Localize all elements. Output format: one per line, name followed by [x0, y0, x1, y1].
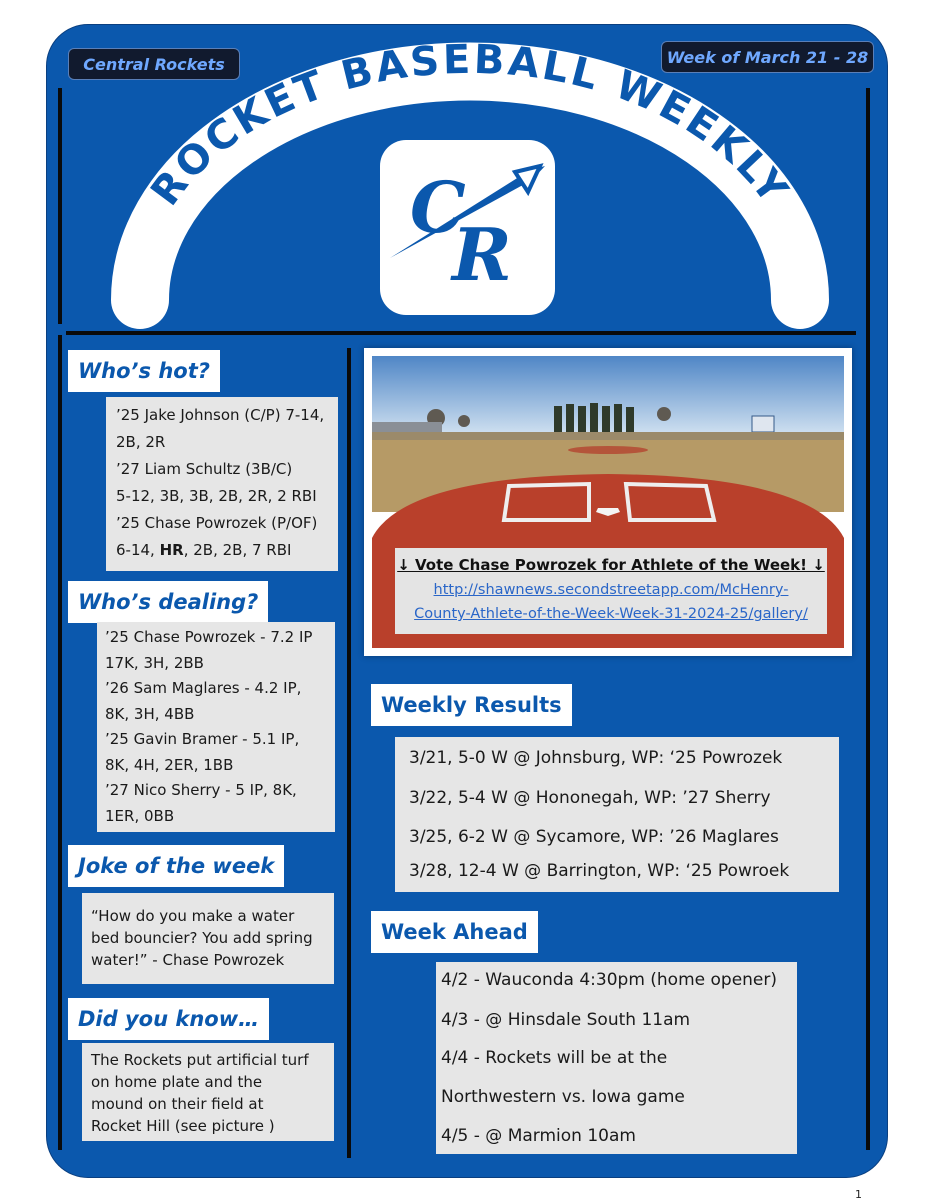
whos-hot-line: ’27 Liam Schultz (3B/C): [116, 460, 293, 478]
whos-hot-line: ’25 Chase Powrozek (P/OF): [116, 514, 318, 532]
joke-heading: Joke of the week: [68, 845, 284, 887]
joke-line: water!” - Chase Powrozek: [91, 951, 285, 969]
whos-hot-line: 5-12, 3B, 3B, 2B, 2R, 2 RBI: [116, 487, 317, 505]
home-run-highlight: HR: [159, 541, 184, 559]
whos-hot-box: [106, 397, 338, 571]
svg-text:R: R: [452, 212, 512, 297]
team-badge: Central Rockets: [68, 48, 240, 80]
whos-dealing-line: 1ER, 0BB: [105, 806, 175, 825]
vote-link[interactable]: [395, 578, 827, 626]
whos-dealing-line: ’25 Gavin Bramer - 5.1 IP,: [105, 730, 300, 748]
did-you-know-line: The Rockets put artificial turf: [91, 1051, 309, 1069]
headline-title: ROCKET BASEBALL WEEKLY: [142, 36, 798, 215]
week-ahead-row: Northwestern vs. Iowa game: [441, 1087, 685, 1107]
left-lower-border-line: [58, 335, 62, 1150]
week-ahead-row: 4/3 - @ Hinsdale South 11am: [441, 1010, 691, 1030]
did-you-know-heading: Did you know…: [68, 998, 269, 1040]
joke-line: “How do you make a water: [91, 907, 295, 925]
whos-dealing-box: [97, 622, 335, 832]
weekly-results-box: [395, 737, 839, 892]
week-ahead-row: 4/2 - Wauconda 4:30pm (home opener): [441, 970, 778, 990]
vote-callout: [395, 548, 827, 634]
whos-dealing-line: ’25 Chase Powrozek - 7.2 IP: [105, 628, 313, 646]
weekly-results-heading: Weekly Results: [371, 684, 572, 726]
whos-dealing-line: ’27 Nico Sherry - 5 IP, 8K,: [105, 781, 297, 799]
vote-title: ↓ Vote Chase Powrozek for Athlete of the Week! ↓: [397, 556, 825, 574]
whos-dealing-line: ’26 Sam Maglares - 4.2 IP,: [105, 679, 302, 697]
whos-hot-line: ’25 Jake Johnson (C/P) 7-14,: [116, 406, 325, 424]
result-row: 3/22, 5-4 W @ Hononegah, WP: ’27 Sherry: [409, 788, 771, 808]
week-badge: Week of March 21 - 28: [661, 41, 874, 73]
page-number: 1: [855, 1188, 862, 1201]
did-you-know-box: [82, 1043, 334, 1141]
whos-dealing-line: 8K, 3H, 4BB: [105, 704, 195, 723]
whos-dealing-line: 8K, 4H, 2ER, 1BB: [105, 755, 234, 774]
vote-link-line[interactable]: http://shawnews.secondstreetapp.com/McHenry-: [433, 582, 789, 598]
did-you-know-line: Rocket Hill (see picture ): [91, 1117, 275, 1135]
result-row: 3/21, 5-0 W @ Johnsburg, WP: ‘25 Powrozek: [409, 748, 783, 768]
week-ahead-box: [436, 962, 797, 1154]
joke-box: [82, 893, 334, 984]
whos-hot-heading: Who’s hot?: [68, 350, 220, 392]
did-you-know-line: mound on their field at: [91, 1095, 264, 1113]
whos-hot-line: 2B, 2R: [116, 433, 166, 451]
whos-dealing-heading: Who’s dealing?: [68, 581, 268, 623]
svg-text:C: C: [410, 166, 466, 249]
week-ahead-heading: Week Ahead: [371, 911, 538, 953]
whos-dealing-line: 17K, 3H, 2BB: [105, 653, 204, 672]
whos-hot-line: 6-14, HR, 2B, 2B, 7 RBI: [116, 541, 292, 559]
week-ahead-row: 4/4 - Rockets will be at the: [441, 1048, 668, 1068]
week-ahead-row: 4/5 - @ Marmion 10am: [441, 1126, 636, 1146]
did-you-know-line: on home plate and the: [91, 1073, 263, 1091]
vote-link-line[interactable]: County-Athlete-of-the-Week-Week-31-2024-25/gallery/: [414, 606, 808, 622]
joke-line: bed bouncier? You add spring: [91, 929, 313, 947]
result-row: 3/25, 6-2 W @ Sycamore, WP: ’26 Maglares: [409, 827, 779, 847]
team-logo: [380, 140, 555, 315]
result-row: 3/28, 12-4 W @ Barrington, WP: ‘25 Powroek: [409, 861, 790, 881]
column-divider: [347, 348, 351, 1158]
